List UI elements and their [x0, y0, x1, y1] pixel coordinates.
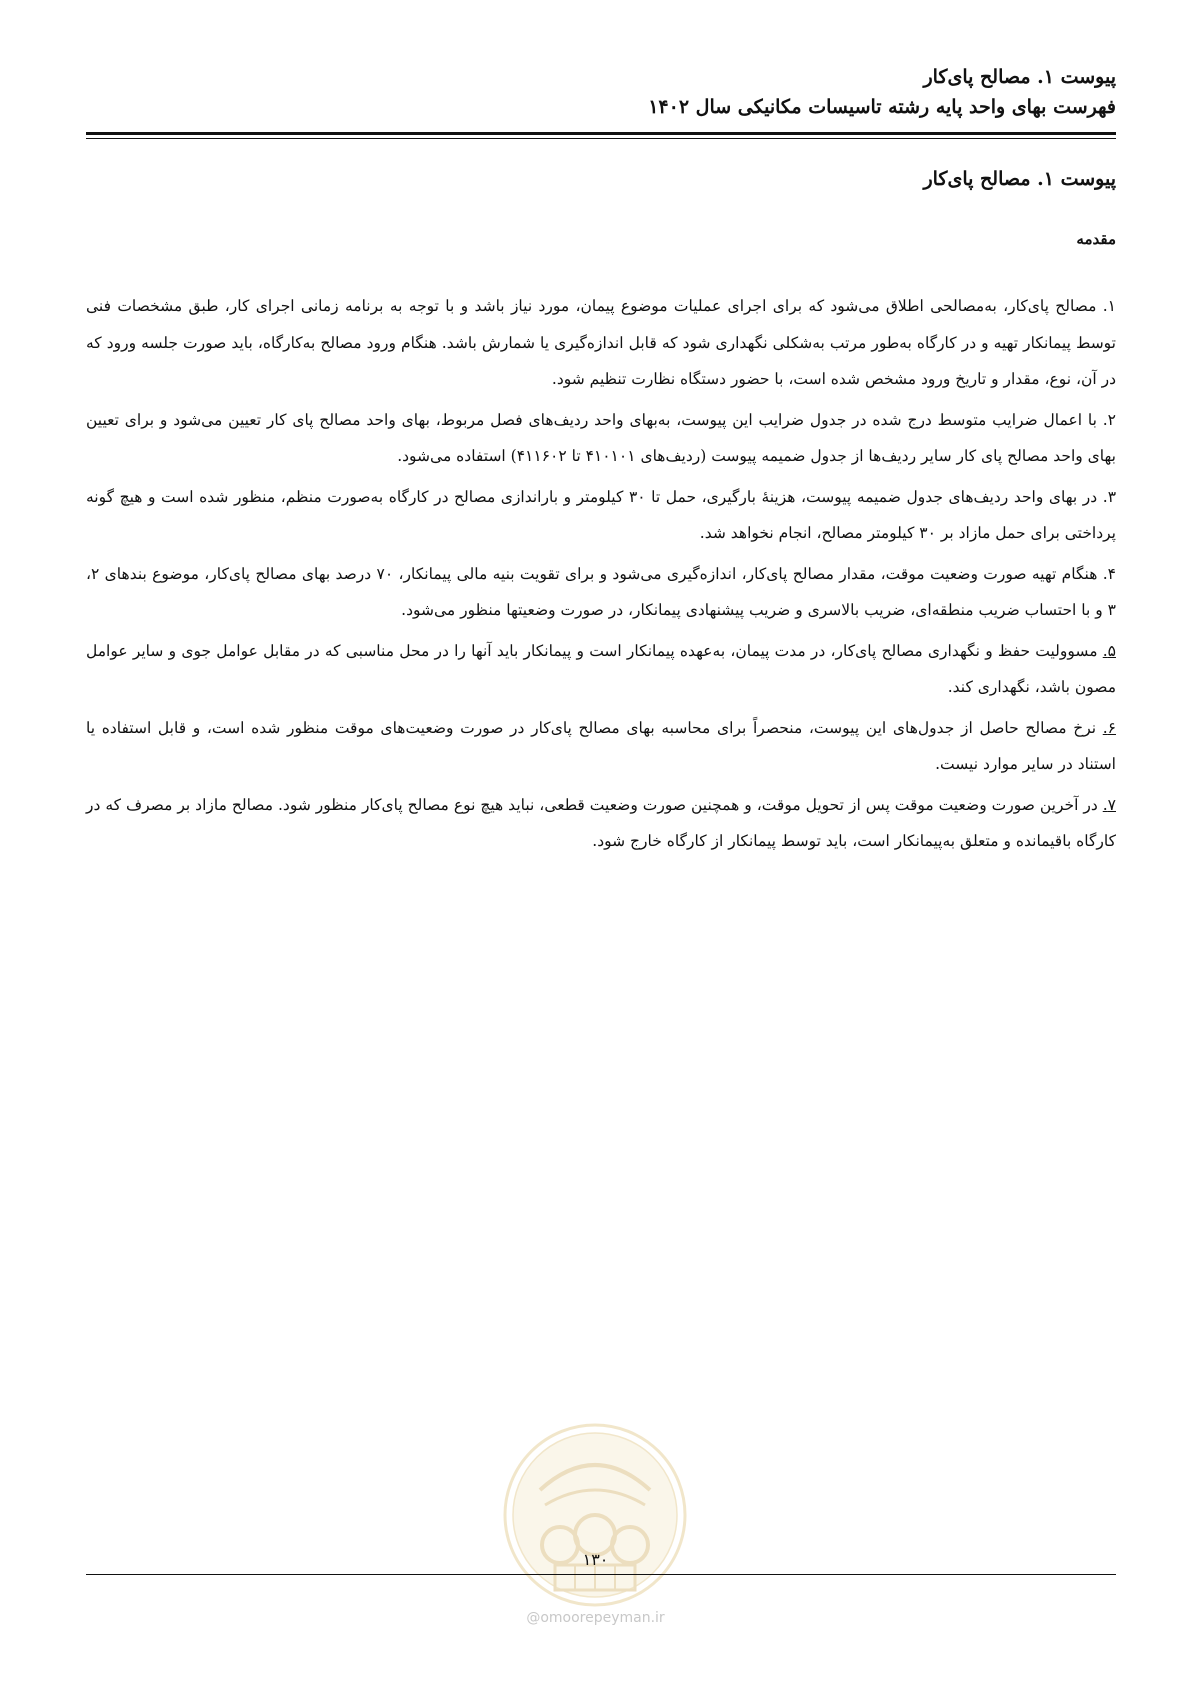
body-text: [86, 288, 1116, 864]
paragraph-text: در بهای واحد ردیف‌های جدول ضمیمه پیوست، هزینهٔ بارگیری، حمل تا ۳۰ کیلومتر و باراندازی مصالح در کارگاه به‌صورت منظم، منظور شده است و هیچ گونه پرداختی برای حمل مازاد بر ۳۰ کیلومتر مصالح، انجام نخواهد شد.: [86, 487, 1116, 542]
watermark-logo-icon: [500, 1420, 690, 1610]
paragraph-3: [86, 479, 1116, 552]
site-watermark: @omoorepeyman.ir: [526, 1610, 665, 1626]
paragraph-number: ۷.: [1102, 795, 1116, 814]
page-header: [86, 62, 1116, 122]
paragraph-number: ۵.: [1102, 641, 1116, 660]
paragraph-text: با اعمال ضرایب متوسط درج شده در جدول ضرایب این پیوست، به‌بهای واحد ردیف‌های فصل مربوط، بهای واحد مصالح پای کار تعیین می‌شود و برای تعیین بهای واحد مصالح پای کار سایر ردیف‌ها از جدول ضمیمه پیوست (ردیف‌های ۴۱۰۱۰۱ تا ۴۱۱۶۰۲) استفاده می‌شود.: [86, 410, 1116, 465]
header-thin-rule: [86, 138, 1116, 139]
header-title: پیوست ۱. مصالح پای‌کار: [923, 66, 1116, 88]
footer-rule: [86, 1574, 1116, 1575]
paragraph-6: [86, 710, 1116, 783]
paragraph-number: ۴.: [1102, 564, 1116, 583]
paragraph-number: ۱.: [1102, 297, 1116, 315]
paragraph-7: [86, 787, 1116, 860]
section-subtitle: مقدمه: [1076, 230, 1116, 248]
paragraph-text: مصالح پای‌کار، به‌مصالحی اطلاق می‌شود که برای اجرای عملیات موضوع پیمان، مورد نیاز باشد و با توجه به برنامه زمانی اجرای کار، طبق مشخصات فنی توسط پیمانکار تهیه و در کارگاه به‌طور مرتب به‌شکلی نگهداری شود که قابل اندازه‌گیری یا شمارش باشد. هنگام ورود مصالح به‌کارگاه، باید صورت جلسه ورود که در آن، نوع، مقدار و تاریخ ورود مشخص شده است، با حضور دستگاه نظارت تنظیم شود.: [86, 297, 1116, 388]
paragraph-4: [86, 556, 1116, 629]
paragraph-text: مسوولیت حفظ و نگهداری مصالح پای‌کار، در مدت پیمان، به‌عهده پیمانکار است و پیمانکار باید آنها را در محل مناسبی که در مقابل عوامل جوی و سایر عوامل مصون باشد، نگهداری کند.: [86, 641, 1116, 696]
paragraph-1: [86, 288, 1116, 398]
paragraph-number: ۳.: [1102, 487, 1117, 506]
paragraph-2: [86, 402, 1116, 475]
paragraph-5: [86, 633, 1116, 706]
paragraph-number: ۶.: [1102, 718, 1116, 737]
paragraph-text: نرخ مصالح حاصل از جدول‌های این پیوست، منحصراً برای محاسبه بهای مصالح پای‌کار در صورت وضعیت‌های موقت منظور شده است، و قابل استفاده یا استناد در سایر موارد نیست.: [86, 718, 1116, 773]
page-number: ۱۳۰: [582, 1550, 609, 1569]
paragraph-text: در آخرین صورت وضعیت موقت پس از تحویل موقت، و همچنین صورت وضعیت قطعی، نباید هیچ نوع مصالح پای‌کار منظور شود. مصالح مازاد بر مصرف که در کارگاه باقیمانده و متعلق به‌پیمانکار است، باید توسط پیمانکار از کارگاه خارج شود.: [86, 795, 1116, 850]
header-thick-rule: [86, 132, 1116, 135]
paragraph-text: هنگام تهیه صورت وضعیت موقت، مقدار مصالح پای‌کار، اندازه‌گیری می‌شود و برای تقویت بنیه مالی پیمانکار، ۷۰ درصد بهای مصالح پای‌کار، موضوع بندهای ۲، ۳ و با احتساب ضریب منطقه‌ای، ضریب بالاسری و ضریب پیشنهادی پیمانکار، در صورت وضعیتها منظور می‌شود.: [86, 564, 1116, 619]
header-subtitle: فهرست بهای واحد پایه رشته تاسیسات مکانیکی سال ۱۴۰۲: [648, 96, 1116, 118]
paragraph-number: ۲.: [1102, 410, 1116, 429]
section-title: پیوست ۱. مصالح پای‌کار: [923, 168, 1116, 190]
